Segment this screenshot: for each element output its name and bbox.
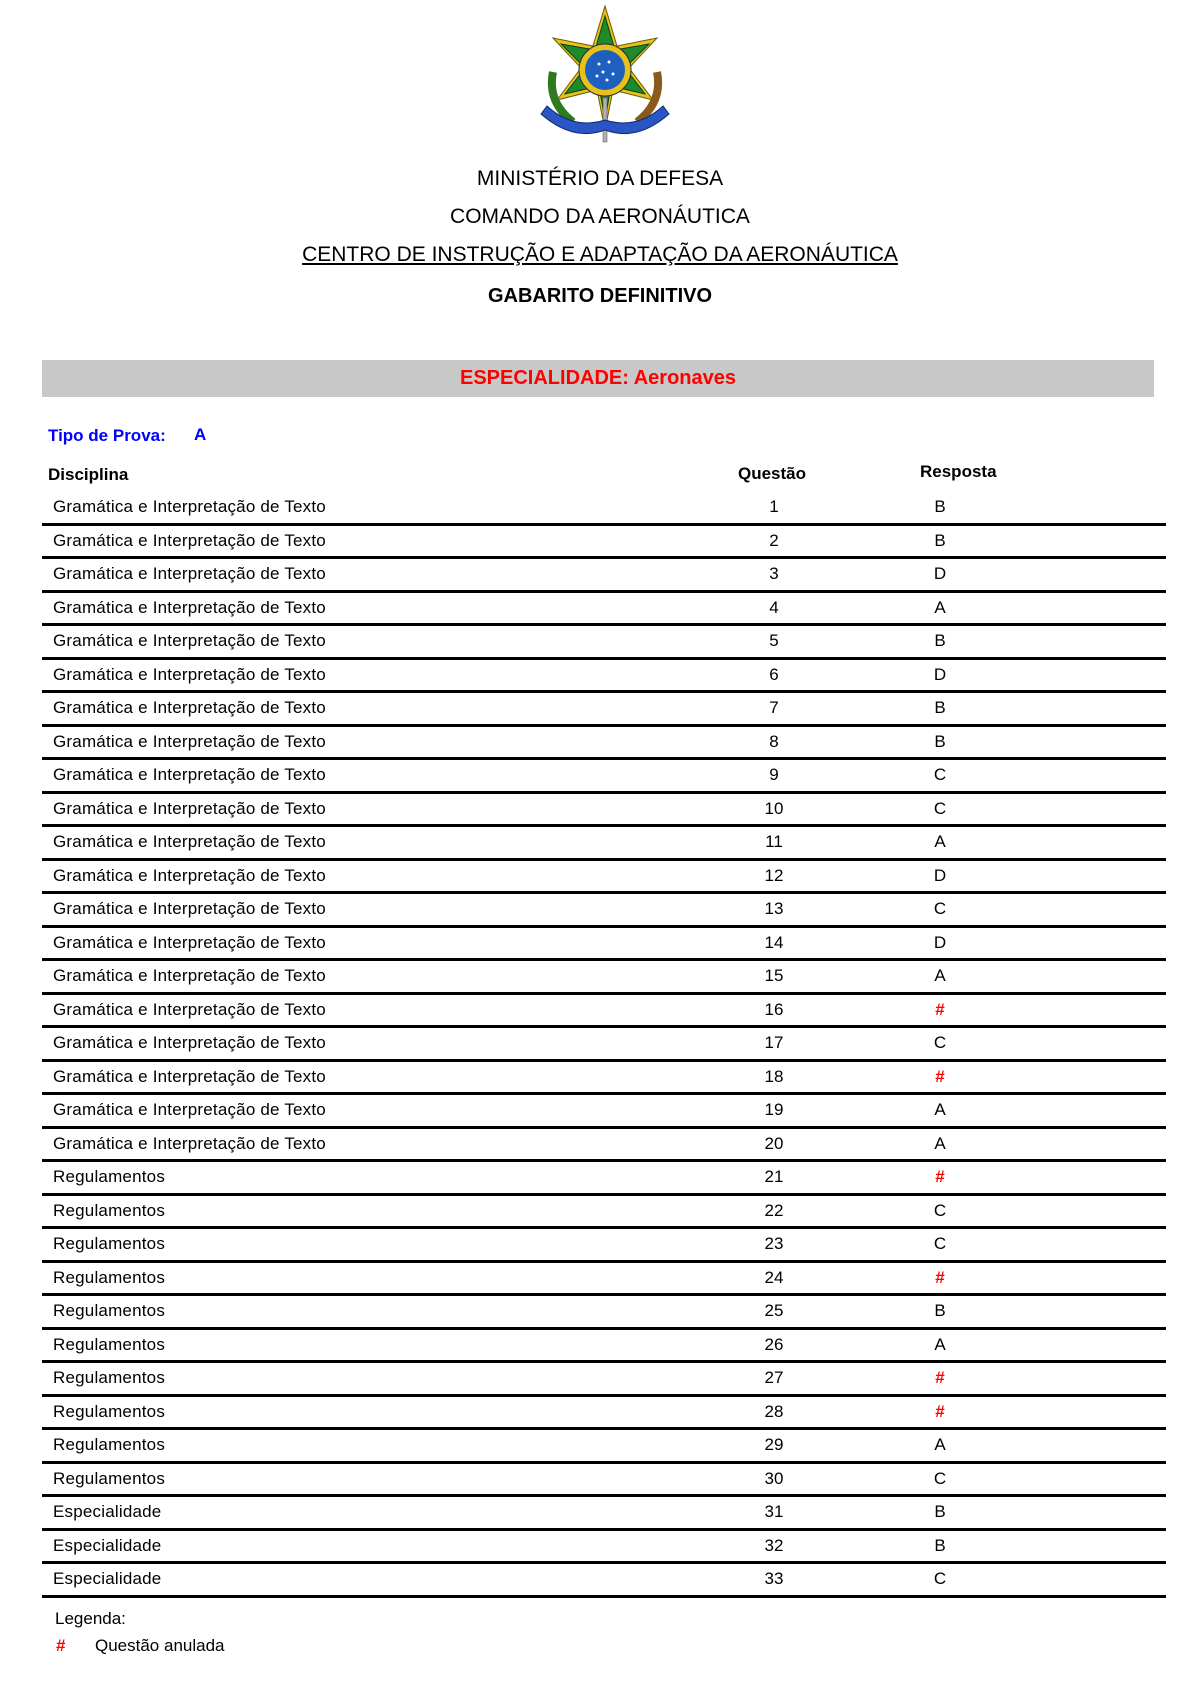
row-answer: A xyxy=(934,1435,946,1454)
table-row xyxy=(42,1497,1166,1531)
table-row xyxy=(42,1363,1166,1397)
row-discipline: Regulamentos xyxy=(53,1267,166,1287)
row-discipline: Gramática e Interpretação de Texto xyxy=(53,865,326,885)
row-question-number: 13 xyxy=(764,899,784,918)
row-discipline: Gramática e Interpretação de Texto xyxy=(53,698,326,717)
row-answer: A xyxy=(934,1133,946,1153)
row-answer: D xyxy=(933,865,947,885)
coat-of-arms-seal xyxy=(533,2,677,150)
table-row xyxy=(42,1028,1166,1062)
row-discipline: Gramática e Interpretação de Texto xyxy=(53,1100,326,1119)
row-answer: B xyxy=(934,698,946,717)
table-row xyxy=(42,794,1166,828)
table-row xyxy=(42,961,1166,995)
table-row xyxy=(42,1229,1166,1263)
row-question-number: 25 xyxy=(764,1301,784,1320)
table-row xyxy=(42,928,1166,962)
row-discipline: Regulamentos xyxy=(53,1368,166,1387)
row-question-number: 1 xyxy=(769,497,779,516)
row-answer: A xyxy=(934,966,946,985)
column-header-question: Questão xyxy=(738,464,807,483)
table-row xyxy=(42,727,1166,761)
row-discipline: Gramática e Interpretação de Texto xyxy=(53,564,326,583)
table-row xyxy=(42,1162,1166,1196)
row-answer: D xyxy=(933,932,947,952)
table-row xyxy=(42,526,1166,560)
table-row xyxy=(42,626,1166,660)
specialty-banner: ESPECIALIDADE: Aeronaves xyxy=(42,360,1154,397)
row-discipline: Regulamentos xyxy=(53,1234,166,1253)
column-header-discipline: Disciplina xyxy=(48,465,129,484)
table-row xyxy=(42,894,1166,928)
row-question-number: 31 xyxy=(764,1502,784,1521)
row-answer: B xyxy=(934,1502,946,1521)
row-discipline: Gramática e Interpretação de Texto xyxy=(53,631,326,650)
row-question-number: 5 xyxy=(769,631,779,650)
row-question-number: 20 xyxy=(764,1133,784,1153)
row-question-number: 4 xyxy=(769,597,779,617)
table-row xyxy=(42,1531,1166,1565)
exam-type-label: Tipo de Prova: xyxy=(48,426,166,445)
row-answer: C xyxy=(933,1468,947,1488)
row-question-number: 23 xyxy=(764,1234,784,1253)
row-discipline: Gramática e Interpretação de Texto xyxy=(53,932,326,952)
row-answer: # xyxy=(935,1401,945,1421)
row-question-number: 28 xyxy=(764,1401,784,1421)
table-row xyxy=(42,1296,1166,1330)
command-heading: COMANDO DA AERONÁUTICA xyxy=(450,205,750,228)
row-answer: C xyxy=(933,765,947,784)
table-row xyxy=(42,1397,1166,1431)
table-row xyxy=(42,1129,1166,1163)
row-discipline: Gramática e Interpretação de Texto xyxy=(53,597,326,617)
row-answer: A xyxy=(934,832,946,851)
row-discipline: Regulamentos xyxy=(53,1435,166,1454)
row-answer: C xyxy=(933,1033,947,1052)
row-discipline: Gramática e Interpretação de Texto xyxy=(53,1133,326,1153)
row-answer: C xyxy=(933,798,947,818)
table-row xyxy=(42,660,1166,694)
row-discipline: Gramática e Interpretação de Texto xyxy=(53,966,326,985)
row-answer: # xyxy=(935,1167,945,1186)
row-answer: # xyxy=(935,1066,945,1086)
row-discipline: Gramática e Interpretação de Texto xyxy=(53,731,326,751)
row-question-number: 32 xyxy=(764,1535,784,1555)
row-discipline: Gramática e Interpretação de Texto xyxy=(53,1033,326,1052)
row-question-number: 24 xyxy=(764,1267,784,1287)
row-discipline: Regulamentos xyxy=(53,1468,166,1488)
row-question-number: 16 xyxy=(764,999,784,1019)
row-question-number: 30 xyxy=(764,1468,784,1488)
row-discipline: Gramática e Interpretação de Texto xyxy=(53,798,326,818)
row-question-number: 2 xyxy=(769,530,779,550)
row-question-number: 26 xyxy=(764,1334,784,1354)
row-question-number: 9 xyxy=(769,765,779,784)
row-question-number: 12 xyxy=(764,865,784,885)
table-row xyxy=(42,1430,1166,1464)
row-answer: B xyxy=(934,731,946,751)
row-question-number: 7 xyxy=(769,698,779,717)
row-question-number: 6 xyxy=(769,664,779,684)
row-answer: C xyxy=(933,1234,947,1253)
row-question-number: 29 xyxy=(764,1435,784,1454)
row-question-number: 10 xyxy=(764,798,784,818)
row-answer: C xyxy=(933,899,947,918)
table-row xyxy=(42,861,1166,895)
row-question-number: 17 xyxy=(764,1033,784,1052)
row-question-number: 15 xyxy=(764,966,784,985)
row-discipline: Gramática e Interpretação de Texto xyxy=(53,765,326,784)
ministry-heading: MINISTÉRIO DA DEFESA xyxy=(476,167,724,190)
table-row xyxy=(42,1196,1166,1230)
table-row xyxy=(42,559,1166,593)
row-answer: B xyxy=(934,1535,946,1555)
legend-annulled-description: Questão anulada xyxy=(95,1636,225,1655)
row-discipline: Especialidade xyxy=(53,1502,162,1521)
row-answer: # xyxy=(935,1267,945,1287)
table-row xyxy=(42,1464,1166,1498)
row-question-number: 27 xyxy=(764,1368,784,1387)
row-answer: A xyxy=(934,1334,946,1354)
table-row xyxy=(42,593,1166,627)
table-row xyxy=(42,827,1166,861)
table-row xyxy=(42,995,1166,1029)
row-discipline: Regulamentos xyxy=(53,1401,166,1421)
row-answer: B xyxy=(934,1301,946,1320)
row-discipline: Gramática e Interpretação de Texto xyxy=(53,999,326,1019)
exam-type-value: A xyxy=(194,425,207,444)
row-answer: C xyxy=(933,1200,947,1220)
row-question-number: 33 xyxy=(764,1569,784,1588)
row-answer: A xyxy=(934,1100,946,1119)
row-answer: D xyxy=(933,664,947,684)
row-discipline: Regulamentos xyxy=(53,1301,166,1320)
table-row xyxy=(42,1062,1166,1096)
row-answer: B xyxy=(934,631,946,650)
row-discipline: Regulamentos xyxy=(53,1167,166,1186)
row-discipline: Especialidade xyxy=(53,1535,162,1555)
row-question-number: 22 xyxy=(764,1200,784,1220)
row-discipline: Gramática e Interpretação de Texto xyxy=(53,832,326,851)
row-question-number: 14 xyxy=(764,932,784,952)
row-answer: B xyxy=(934,530,946,550)
column-header-answer: Resposta xyxy=(920,462,997,481)
table-row xyxy=(42,1330,1166,1364)
row-question-number: 18 xyxy=(764,1066,784,1086)
row-question-number: 3 xyxy=(769,564,779,583)
center-heading: CENTRO DE INSTRUÇÃO E ADAPTAÇÃO DA AERONÁUTICA xyxy=(302,243,898,266)
row-discipline: Regulamentos xyxy=(53,1200,166,1220)
row-question-number: 11 xyxy=(765,832,783,851)
row-answer: # xyxy=(935,999,945,1019)
row-discipline: Regulamentos xyxy=(53,1334,166,1354)
row-question-number: 8 xyxy=(769,731,779,751)
row-answer: C xyxy=(933,1569,947,1588)
document-title: GABARITO DEFINITIVO xyxy=(487,285,713,307)
row-discipline: Especialidade xyxy=(53,1569,162,1588)
table-row xyxy=(42,1564,1166,1598)
table-row xyxy=(42,693,1166,727)
row-question-number: 21 xyxy=(764,1167,784,1186)
table-row xyxy=(42,492,1166,526)
row-discipline: Gramática e Interpretação de Texto xyxy=(53,899,326,918)
row-answer: B xyxy=(934,497,946,516)
table-row xyxy=(42,1263,1166,1297)
row-discipline: Gramática e Interpretação de Texto xyxy=(53,664,326,684)
row-answer: # xyxy=(935,1368,945,1387)
row-discipline: Gramática e Interpretação de Texto xyxy=(53,530,326,550)
table-row xyxy=(42,760,1166,794)
legend-annulled-symbol: # xyxy=(56,1636,66,1655)
table-row xyxy=(42,1095,1166,1129)
row-discipline: Gramática e Interpretação de Texto xyxy=(53,1066,326,1086)
legend-title: Legenda: xyxy=(55,1609,126,1628)
row-discipline: Gramática e Interpretação de Texto xyxy=(53,497,326,516)
answer-key-table xyxy=(42,492,1166,1598)
row-answer: D xyxy=(933,564,947,583)
row-answer: A xyxy=(934,597,946,617)
row-question-number: 19 xyxy=(764,1100,784,1119)
